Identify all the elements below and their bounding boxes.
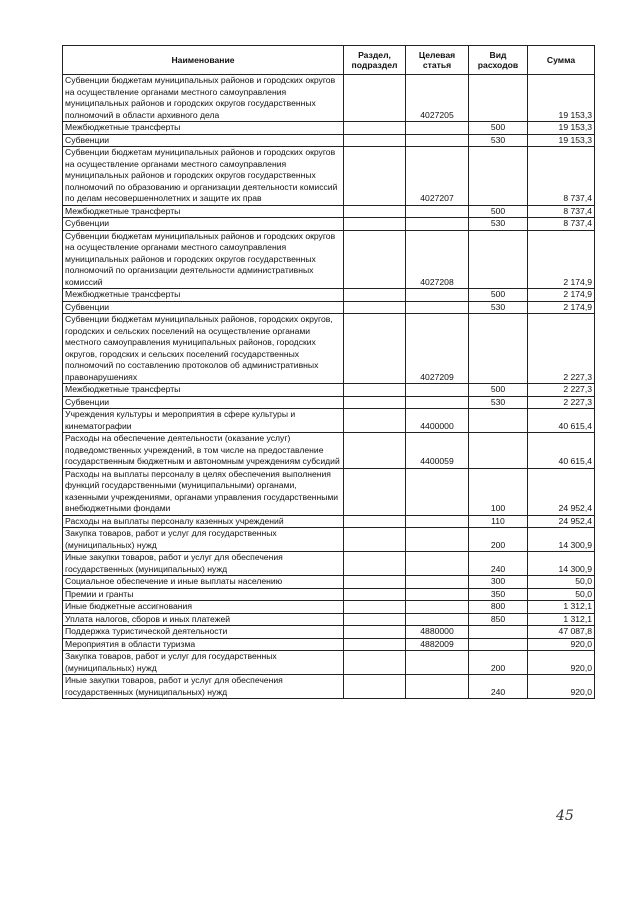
cell-name: Иные закупки товаров, работ и услуг для обеспечения государственных (муниципальных) нужд [63,675,344,699]
table-row [63,409,595,433]
cell-section [344,230,406,289]
cell-name: Субвенции бюджетам муниципальных районов и городских округов на осуществление органами местного самоуправления муниципальных районов и городских округов государственных полномочий в области архивного дела [63,75,344,122]
table-row [63,576,595,589]
cell-article [406,122,469,135]
cell-section [344,613,406,626]
cell-sum: 19 153,3 [528,134,595,147]
cell-sum: 14 300,9 [528,552,595,576]
cell-article [406,218,469,231]
cell-sum: 920,0 [528,651,595,675]
cell-article: 4027205 [406,75,469,122]
cell-expense: 240 [469,552,528,576]
cell-name: Субвенции [63,134,344,147]
cell-sum: 40 615,4 [528,433,595,469]
cell-expense: 200 [469,528,528,552]
header-article: Целевая статья [406,46,469,75]
cell-name: Закупка товаров, работ и услуг для государственных (муниципальных) нужд [63,651,344,675]
cell-section [344,433,406,469]
cell-name: Расходы на выплаты персоналу казенных учреждений [63,515,344,528]
cell-section [344,122,406,135]
cell-sum: 19 153,3 [528,75,595,122]
cell-expense: 530 [469,218,528,231]
cell-article [406,576,469,589]
table-row [63,218,595,231]
cell-expense [469,409,528,433]
cell-name: Межбюджетные трансферты [63,289,344,302]
cell-expense [469,75,528,122]
table-row [63,515,595,528]
cell-section [344,384,406,397]
cell-name: Расходы на обеспечение деятельности (оказание услуг) подведомственных учреждений, в том числе на предоставление государственным бюджетным и автономным учреждениям субсидий [63,433,344,469]
budget-table [62,45,595,699]
table-row [63,651,595,675]
cell-section [344,651,406,675]
cell-article: 4027207 [406,147,469,206]
cell-section [344,147,406,206]
header-row [63,46,595,75]
page-number: 45 [556,808,574,824]
cell-section [344,301,406,314]
cell-sum: 24 952,4 [528,468,595,515]
table-row [63,134,595,147]
table-row [63,289,595,302]
cell-name: Иные закупки товаров, работ и услуг для обеспечения государственных (муниципальных) нужд [63,552,344,576]
cell-expense: 850 [469,613,528,626]
table-row [63,638,595,651]
cell-expense: 530 [469,301,528,314]
cell-name: Уплата налогов, сборов и иных платежей [63,613,344,626]
cell-expense: 500 [469,122,528,135]
cell-sum: 14 300,9 [528,528,595,552]
cell-article: 4027209 [406,314,469,384]
cell-expense: 100 [469,468,528,515]
cell-sum: 8 737,4 [528,147,595,206]
table-row [63,468,595,515]
cell-sum: 40 615,4 [528,409,595,433]
cell-article [406,515,469,528]
cell-expense: 500 [469,205,528,218]
cell-name: Субвенции бюджетам муниципальных районов, городских округов, городских и сельских поселений на осуществление органами местного самоуправления муниципальных районов, городских округов, городских и сельских поселений государственных полномочий по составлению протоколов об административных правонарушениях [63,314,344,384]
cell-section [344,638,406,651]
cell-article [406,613,469,626]
cell-expense [469,433,528,469]
table-row [63,613,595,626]
table-row [63,205,595,218]
cell-article [406,588,469,601]
cell-article: 4027208 [406,230,469,289]
cell-section [344,675,406,699]
cell-expense: 500 [469,289,528,302]
cell-expense: 800 [469,601,528,614]
cell-sum: 47 087,8 [528,626,595,639]
cell-section [344,409,406,433]
cell-article: 4880000 [406,626,469,639]
cell-expense: 500 [469,384,528,397]
cell-sum: 920,0 [528,638,595,651]
cell-article: 4400000 [406,409,469,433]
header-section: Раздел, подраздел [344,46,406,75]
cell-expense: 350 [469,588,528,601]
cell-sum: 50,0 [528,588,595,601]
cell-name: Поддержка туристической деятельности [63,626,344,639]
cell-section [344,468,406,515]
cell-sum: 2 174,9 [528,301,595,314]
cell-article [406,528,469,552]
cell-article [406,134,469,147]
cell-expense: 530 [469,134,528,147]
cell-expense: 110 [469,515,528,528]
cell-article [406,468,469,515]
cell-name: Межбюджетные трансферты [63,205,344,218]
table-row [63,301,595,314]
cell-sum: 1 312,1 [528,601,595,614]
cell-sum: 2 227,3 [528,384,595,397]
cell-expense: 530 [469,396,528,409]
cell-article [406,205,469,218]
table-row [63,147,595,206]
cell-section [344,396,406,409]
cell-article [406,651,469,675]
cell-name: Закупка товаров, работ и услуг для государственных (муниципальных) нужд [63,528,344,552]
cell-name: Субвенции [63,396,344,409]
cell-expense [469,638,528,651]
cell-name: Социальное обеспечение и иные выплаты населению [63,576,344,589]
table-row [63,433,595,469]
cell-article [406,552,469,576]
cell-section [344,576,406,589]
table-row [63,396,595,409]
cell-expense: 240 [469,675,528,699]
table-row [63,122,595,135]
cell-expense [469,230,528,289]
cell-expense [469,626,528,639]
table-row [63,75,595,122]
cell-section [344,588,406,601]
cell-section [344,601,406,614]
cell-sum: 50,0 [528,576,595,589]
cell-sum: 8 737,4 [528,205,595,218]
table-row [63,601,595,614]
cell-section [344,528,406,552]
cell-section [344,552,406,576]
cell-name: Премии и гранты [63,588,344,601]
table-row [63,588,595,601]
cell-name: Межбюджетные трансферты [63,384,344,397]
cell-sum: 1 312,1 [528,613,595,626]
cell-sum: 8 737,4 [528,218,595,231]
cell-name: Мероприятия в области туризма [63,638,344,651]
cell-name: Расходы на выплаты персоналу в целях обеспечения выполнения функций государственными (муниципальными) органами, казенными учреждениями, органами управления государственными внебюджетными фондами [63,468,344,515]
cell-name: Иные бюджетные ассигнования [63,601,344,614]
cell-section [344,75,406,122]
table-row [63,314,595,384]
cell-article: 4400059 [406,433,469,469]
cell-article: 4882009 [406,638,469,651]
table-row [63,384,595,397]
cell-section [344,289,406,302]
cell-sum: 24 952,4 [528,515,595,528]
cell-article [406,301,469,314]
cell-name: Межбюджетные трансферты [63,122,344,135]
cell-expense [469,314,528,384]
cell-sum: 2 227,3 [528,314,595,384]
cell-article [406,396,469,409]
cell-sum: 920,0 [528,675,595,699]
cell-section [344,626,406,639]
cell-sum: 2 174,9 [528,289,595,302]
table-row [63,626,595,639]
table-row [63,552,595,576]
table-row [63,230,595,289]
table-body [63,75,595,699]
cell-name: Субвенции бюджетам муниципальных районов и городских округов на осуществление органами местного самоуправления муниципальных районов и городских округов государственных полномочий по образованию и организации деятельности комиссий по делам несовершеннолетних и защите их прав [63,147,344,206]
header-name: Наименование [63,46,344,75]
cell-expense [469,147,528,206]
table-header [63,46,595,75]
cell-article [406,675,469,699]
cell-article [406,601,469,614]
cell-expense: 300 [469,576,528,589]
cell-sum: 19 153,3 [528,122,595,135]
cell-name: Субвенции [63,218,344,231]
cell-sum: 2 227,3 [528,396,595,409]
table-row [63,675,595,699]
cell-article [406,384,469,397]
cell-section [344,314,406,384]
cell-section [344,205,406,218]
table-row [63,528,595,552]
header-expense: Вид расходов [469,46,528,75]
cell-section [344,515,406,528]
cell-section [344,134,406,147]
cell-sum: 2 174,9 [528,230,595,289]
header-sum: Сумма [528,46,595,75]
cell-expense: 200 [469,651,528,675]
cell-name: Учреждения культуры и мероприятия в сфере культуры и кинематографии [63,409,344,433]
cell-name: Субвенции бюджетам муниципальных районов и городских округов на осуществление органами местного самоуправления муниципальных районов и городских округов государственных полномочий по организации деятельности административных комиссий [63,230,344,289]
cell-section [344,218,406,231]
cell-article [406,289,469,302]
cell-name: Субвенции [63,301,344,314]
